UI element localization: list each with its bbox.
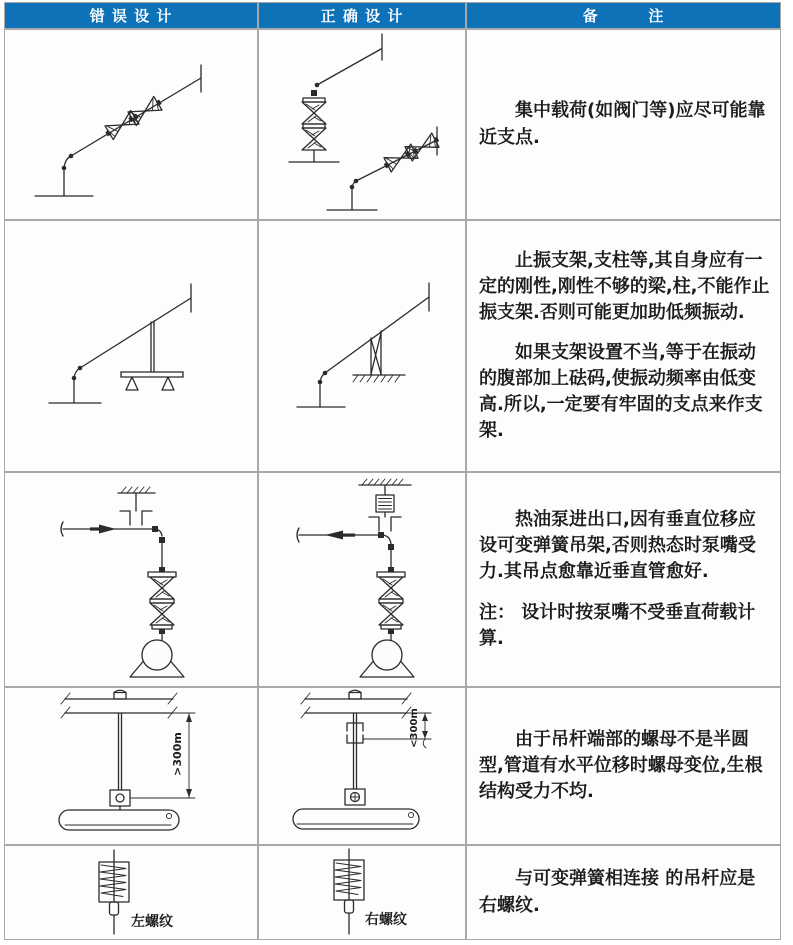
- row2-correct-diagram-braced-column-support: [259, 221, 465, 471]
- note-paragraph: 与可变弹簧相连接 的吊杆应是右螺纹.: [479, 868, 756, 916]
- design-comparison-table: [4, 2, 781, 940]
- note-paragraph: 止振支架,支柱等,其自身应有一定的刚性,刚性不够的梁,柱,不能作止振支架.否则可能更加助低频振动.: [479, 249, 770, 323]
- thread-label: 右螺纹: [365, 912, 407, 928]
- header-cell-correct-design: [259, 3, 465, 28]
- header-label-correct-design: 正 确 设 计: [320, 7, 404, 25]
- note-paragraph: 如果支架设置不当,等于在振动的腹部加上砝码,使振动频率由低变高.所以,一定要有牢固的支点来作支架.: [479, 341, 763, 442]
- row4-wrong-diagram-long-hanger-rod: [5, 688, 257, 844]
- row2-wrong-diagram-weak-column-support: [5, 221, 257, 471]
- row4-correct-diagram-hanger-with-turnbuckle: [259, 688, 465, 844]
- row3-correct-diagram-spring-hanger-pump: [259, 473, 465, 686]
- row5-wrong-diagram-left-thread-spring: [5, 846, 257, 939]
- row4-correct-design-cell: [259, 688, 465, 844]
- row5-note-cell: [467, 846, 780, 939]
- row5-correct-design-cell: [259, 846, 465, 939]
- row2-wrong-design-cell: [5, 221, 257, 471]
- header-label-notes: 备 注: [582, 7, 665, 25]
- row3-note-cell: [467, 473, 780, 686]
- row1-wrong-diagram-sloped-pipe-valve-midspan: [5, 30, 257, 219]
- note-paragraph: 热油泵进出口,因有垂直位移应设可变弹簧吊架,否则热态时泵嘴受力.其吊点愈靠近垂直管愈好.: [479, 509, 756, 583]
- row3-correct-design-cell: [259, 473, 465, 686]
- dimension-label: >300m: [171, 732, 184, 776]
- row1-note-cell: [467, 30, 780, 219]
- row2-correct-design-cell: [259, 221, 465, 471]
- header-cell-notes: [467, 3, 780, 28]
- row4-wrong-design-cell: [5, 688, 257, 844]
- header-label-wrong-design: 错 误 设 计: [89, 7, 173, 25]
- row1-wrong-design-cell: [5, 30, 257, 219]
- header-cell-wrong-design: [5, 3, 257, 28]
- note-paragraph: 由于吊杆端部的螺母不是半圆型,管道有水平位移时螺母变位,生根结构受力不均.: [479, 728, 763, 803]
- thread-label: 左螺纹: [131, 914, 173, 930]
- row3-wrong-diagram-rigid-hanger-pump: [5, 473, 257, 686]
- row1-correct-diagram-valve-near-support: [259, 30, 465, 219]
- row2-note-cell: [467, 221, 780, 471]
- dimension-label: <300m: [409, 708, 420, 748]
- note-paragraph: 注： 设计时按泵嘴不受垂直荷载计算.: [479, 601, 756, 649]
- row3-wrong-design-cell: [5, 473, 257, 686]
- row5-correct-diagram-right-thread-spring: [259, 846, 465, 939]
- row5-wrong-design-cell: [5, 846, 257, 939]
- row1-correct-design-cell: [259, 30, 465, 219]
- note-paragraph: 集中载荷(如阀门等)应尽可能靠近支点.: [479, 100, 766, 148]
- row4-note-cell: [467, 688, 780, 844]
